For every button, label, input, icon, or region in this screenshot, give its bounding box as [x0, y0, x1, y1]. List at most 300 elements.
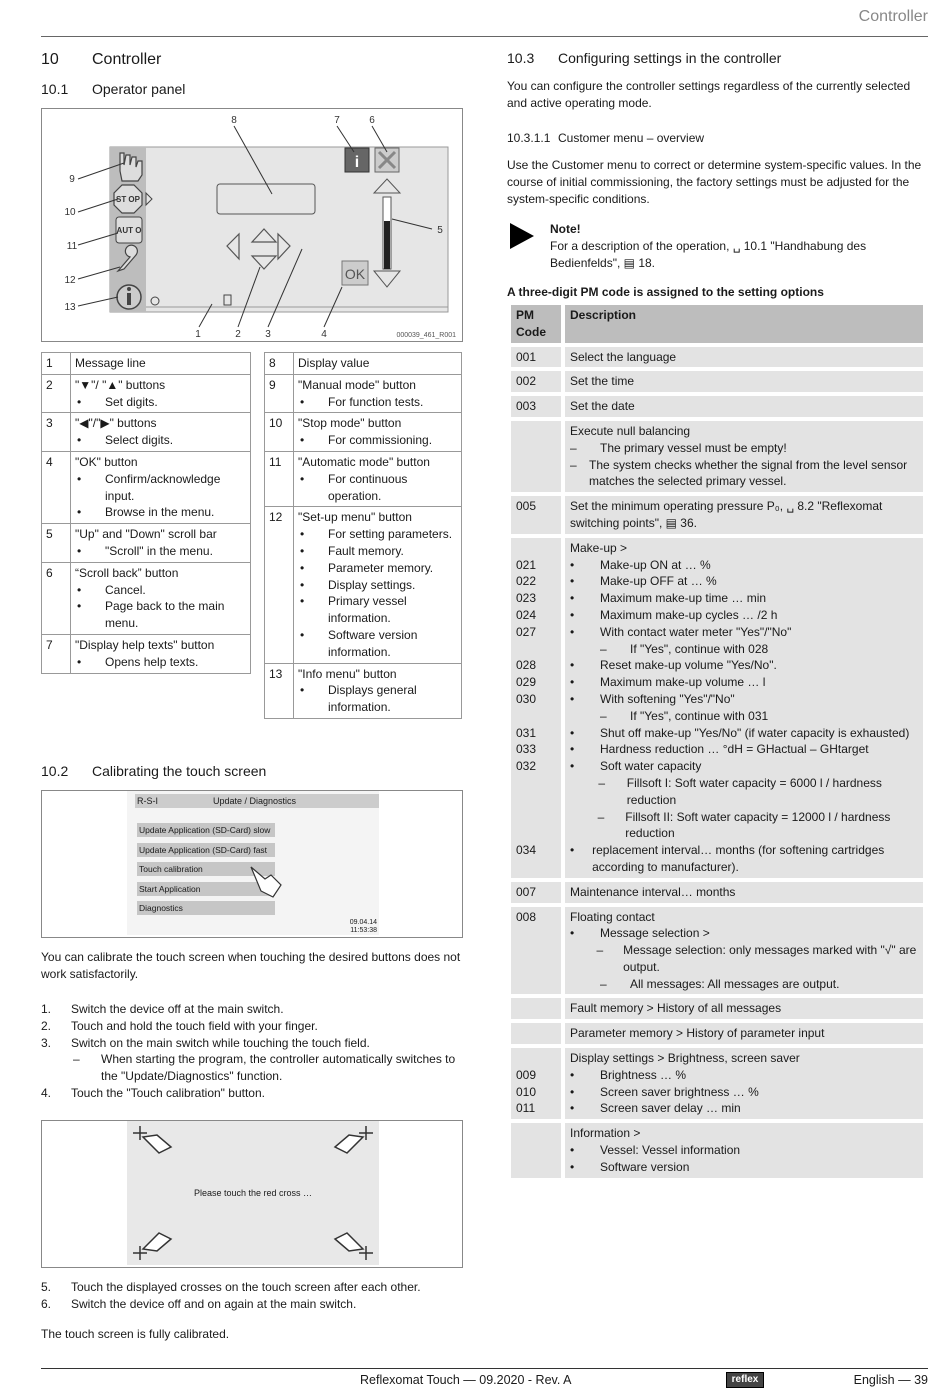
svg-text:ST OP: ST OP [115, 195, 141, 204]
pm-description-cell [565, 882, 923, 903]
screen-title-left: R-S-I [137, 796, 158, 806]
bullet: • [570, 607, 575, 622]
pm-description-cell [565, 907, 923, 995]
pm-line-text: Execute null balancing [570, 423, 691, 438]
svg-text:8: 8 [231, 115, 237, 126]
pm-line-text: If "Yes", continue with 028 [630, 641, 769, 656]
pm-line [570, 1159, 918, 1176]
indent [570, 708, 600, 725]
pm-code [516, 809, 556, 843]
pm-code: 031 [516, 725, 537, 740]
svg-text:5: 5 [437, 225, 443, 236]
running-header: Controller [858, 8, 928, 25]
legend-bullet-item: • For commissioning. [328, 432, 457, 449]
dash: – [570, 457, 577, 472]
svg-text:12: 12 [64, 275, 76, 286]
legend-description [71, 413, 251, 452]
legend-number: 13 [265, 663, 294, 718]
bullet: • [570, 557, 575, 572]
dash: – [600, 641, 607, 656]
legend-row [265, 413, 462, 452]
pm-line-text: With contact water meter "Yes"/"No" [600, 624, 792, 639]
pm-line [570, 624, 918, 641]
legend-number: 4 [42, 451, 71, 523]
pm-line [570, 440, 918, 457]
section-10-heading [41, 49, 161, 71]
update-diagnostics-figure [41, 790, 463, 938]
legend-bullet-item: • For setting parameters. [328, 526, 457, 543]
legend-title: "▼"/ "▲" buttons [75, 377, 166, 392]
pm-code-cell [511, 371, 561, 392]
legend-row [42, 451, 251, 523]
pm-row [511, 1048, 923, 1119]
pm-line-text: The primary vessel must be empty! [600, 440, 787, 455]
pm-code [516, 775, 556, 809]
pm-description-cell [565, 396, 923, 417]
pm-code-header: PM Code [511, 305, 561, 343]
header-rule [41, 36, 928, 37]
pm-line [570, 725, 918, 742]
legend-description [71, 634, 251, 673]
section-10-1-heading [41, 80, 185, 100]
pm-line [570, 691, 918, 708]
screen-timestamp [350, 919, 377, 934]
legend-title: "Display help texts" button [75, 637, 215, 652]
pm-code [516, 1159, 556, 1176]
svg-text:3: 3 [265, 329, 271, 340]
svg-text:AUT O: AUT O [116, 226, 142, 235]
legend-bullet-item: • Select digits. [105, 432, 246, 449]
legend-bullets [75, 471, 246, 521]
bullet: • [570, 1101, 575, 1116]
legend-number: 6 [42, 562, 71, 634]
pm-row [511, 347, 923, 368]
section-title: Operator panel [92, 81, 186, 97]
legend-table-right [264, 352, 462, 719]
pm-line-text: Message selection: only messages marked with "√" are output. [623, 943, 917, 974]
pm-description-cell [565, 1023, 923, 1044]
pm-row [511, 1123, 923, 1177]
legend-description [71, 562, 251, 634]
legend-bullets [75, 543, 246, 560]
pm-description-cell [565, 371, 923, 392]
legend-bullet-item: • Primary vessel information. [328, 593, 457, 627]
step-text: Touch the "Touch calibration" button. [71, 1085, 265, 1100]
legend-row [42, 634, 251, 673]
pm-line-text: Set the time [570, 374, 635, 389]
section-number: 10.1 [41, 81, 69, 97]
pm-line [570, 1050, 918, 1067]
pm-code-cell [511, 347, 561, 368]
legend-row [265, 507, 462, 663]
legend-bullets [298, 432, 457, 449]
pm-line-text: Set the minimum operating pressure P₀, ␣ 8.2 "Reflexomat switching points", ▤ 36. [570, 499, 883, 530]
dash: – [600, 976, 607, 991]
pm-code: 011 [516, 1101, 536, 1116]
legend-bullet-item: • Parameter memory. [328, 560, 457, 577]
pm-line [570, 842, 918, 876]
svg-text:10: 10 [64, 207, 76, 218]
step-number: 1. [41, 1002, 52, 1016]
legend-number: 11 [265, 451, 294, 506]
pm-row [511, 421, 923, 492]
pm-line-text: Maximum make-up volume … l [600, 675, 766, 690]
dash: – [598, 775, 606, 790]
section-number: 10 [41, 51, 59, 68]
pm-code-cell [511, 907, 561, 995]
bullet: • [570, 691, 575, 706]
pm-line-text: Select the language [570, 349, 677, 364]
legend-title: “Scroll back” button [75, 565, 179, 580]
menu-button-2[interactable]: Update Application (SD-Card) fast [137, 843, 275, 857]
legend-bullets [298, 682, 457, 716]
pm-code [516, 925, 556, 942]
legend-number: 10 [265, 413, 294, 452]
pm-row [511, 371, 923, 392]
legend-description [294, 413, 462, 452]
pm-code: 032 [516, 759, 537, 774]
pm-line [570, 674, 918, 691]
pm-line-text: Fault memory > History of all messages [570, 1001, 782, 1016]
pm-line [570, 1125, 918, 1142]
screen-date: 09.04.14 [349, 919, 377, 926]
pm-line-text: Hardness reduction … °dH = GHactual – GHtarget [600, 742, 869, 757]
pm-line [570, 590, 918, 607]
operator-panel-drawing [42, 109, 462, 341]
pm-code [516, 1050, 556, 1067]
legend-bullets [75, 654, 246, 671]
pm-line-text: Maximum make-up time … min [600, 591, 767, 606]
svg-text:6: 6 [369, 115, 375, 126]
pm-line [570, 925, 918, 942]
legend-description [294, 374, 462, 413]
svg-text:4: 4 [321, 329, 327, 340]
pm-line [570, 557, 918, 574]
step-number: 6. [41, 1296, 52, 1311]
note-box [510, 221, 920, 271]
bullet: • [570, 742, 575, 757]
legend-bullet-item: • Page back to the main menu. [105, 598, 246, 632]
menu-button-1[interactable]: Update Application (SD-Card) slow [137, 823, 275, 837]
pm-line-text: Set the date [570, 399, 635, 414]
calibration-screen [127, 1121, 379, 1265]
step-item [41, 1018, 461, 1035]
footer-doc-title: Reflexomat Touch — 09.2020 - Rev. A [360, 1373, 572, 1387]
legend-title: "◀"/"▶" buttons [75, 416, 157, 431]
section-title: Calibrating the touch screen [92, 763, 267, 779]
step-text: Switch on the main switch while touching the touch field. [71, 1035, 370, 1050]
section-number: 10.2 [41, 763, 69, 779]
legend-number: 9 [265, 374, 294, 413]
pointing-hand-icon [249, 861, 289, 901]
pm-code [516, 708, 556, 725]
pm-code [516, 1142, 556, 1159]
pm-line [570, 809, 918, 843]
pm-table-heading: A three-digit PM code is assigned to the setting options [507, 285, 824, 299]
pm-code: 022 [516, 574, 537, 589]
legend-bullet-item: • For continuous operation. [328, 471, 457, 505]
legend-row [42, 562, 251, 634]
legend-title: "OK" button [75, 454, 138, 469]
legend-bullets [298, 471, 457, 505]
pm-description-header: Description [565, 305, 923, 343]
pm-line-text: Make-up OFF at … % [600, 574, 717, 589]
display-value-box [217, 184, 315, 214]
pm-line [570, 884, 918, 901]
legend-title: Message line [75, 356, 146, 370]
pm-line-text: Maximum make-up cycles … /2 h [600, 607, 778, 622]
bullet: • [570, 591, 575, 606]
legend-title: "Up" and "Down" scroll bar [75, 527, 217, 542]
pm-line [570, 741, 918, 758]
pm-line-text: Screen saver brightness … % [600, 1084, 759, 1099]
screen-title-bar [135, 794, 379, 808]
legend-bullet-item: • Fault memory. [328, 543, 457, 560]
menu-button-3[interactable]: Touch calibration [137, 862, 275, 876]
pm-code-cell [511, 1048, 561, 1119]
step-item [41, 1296, 461, 1313]
legend-row [265, 353, 462, 375]
pm-code [516, 440, 556, 457]
pm-description-cell [565, 538, 923, 878]
legend-description [294, 353, 462, 375]
pm-line-text: Fillsoft II: Soft water capacity = 12000 l / hardness reduction [625, 809, 891, 841]
pm-line-text: Vessel: Vessel information [600, 1143, 741, 1158]
indent [570, 809, 598, 843]
pm-line [570, 398, 918, 415]
pm-line-text: Floating contact [570, 909, 655, 924]
pm-line [570, 909, 918, 926]
pm-code-cell [511, 882, 561, 903]
legend-number: 7 [42, 634, 71, 673]
bullet: • [570, 1067, 575, 1082]
pm-line [570, 1067, 918, 1084]
svg-text:7: 7 [334, 115, 340, 126]
pm-code-cell [511, 1023, 561, 1044]
step-text: Switch the device off and on again at the main switch. [71, 1296, 357, 1311]
legend-bullet-item: • "Scroll" in the menu. [105, 543, 246, 560]
pm-row [511, 907, 923, 995]
pm-code-table [507, 301, 927, 1182]
indent [570, 942, 597, 976]
pm-code: 029 [516, 675, 537, 690]
pm-line-text: Maintenance interval… months [570, 884, 736, 899]
pm-line [570, 657, 918, 674]
bullet: • [570, 1084, 575, 1099]
pm-line-text: replacement interval… months (for softening cartridges according to manufacturer). [592, 843, 885, 874]
pm-code: 021 [516, 557, 537, 572]
footer-page-number: English — 39 [853, 1373, 928, 1387]
pm-line-text: With softening "Yes"/"No" [600, 691, 735, 706]
pm-code [516, 423, 556, 440]
pm-code: 023 [516, 591, 537, 606]
pm-code: 008 [516, 909, 537, 924]
pm-code [516, 1000, 556, 1017]
legend-description [71, 451, 251, 523]
pm-line-text: If "Yes", continue with 031 [630, 708, 769, 723]
pm-code: 033 [516, 742, 537, 757]
legend-description [71, 353, 251, 375]
menu-button-4[interactable]: Start Application [137, 882, 275, 896]
step-number: 5. [41, 1280, 52, 1294]
pm-code [516, 1025, 556, 1042]
pm-line [570, 1100, 918, 1117]
pm-code: 001 [516, 349, 537, 364]
operator-panel-figure [41, 108, 463, 342]
legend-bullets [75, 582, 246, 632]
svg-text:1: 1 [195, 329, 201, 340]
pm-line [570, 1084, 918, 1101]
step-number: 3. [41, 1035, 52, 1050]
section-10-3-heading [507, 49, 781, 69]
svg-text:2: 2 [235, 329, 241, 340]
bullet: • [570, 624, 575, 639]
calibration-crosses-figure [41, 1120, 463, 1268]
svg-text:i: i [354, 154, 360, 171]
legend-bullet-item: • Confirm/acknowledge input. [105, 471, 246, 505]
legend-description [294, 507, 462, 663]
figure-code: 000039_461_R001 [396, 332, 456, 339]
pm-line-text: The system checks whether the signal from the level sensor matches the selected primary vessel. [589, 457, 908, 489]
step-item [41, 1085, 461, 1102]
legend-row [42, 413, 251, 452]
pm-description-cell [565, 347, 923, 368]
pm-header-row [511, 305, 923, 343]
pm-line [570, 373, 918, 390]
note-title: Note! [550, 222, 581, 236]
section-title: Customer menu – overview [558, 131, 705, 145]
section-title: Configuring settings in the controller [558, 50, 782, 66]
pm-line [570, 349, 918, 366]
step-number: 4. [41, 1085, 52, 1100]
pm-line [570, 1000, 918, 1017]
pm-line-text: Screen saver delay … min [600, 1101, 741, 1116]
pm-line-text: Shut off make-up "Yes/No" (if water capacity is exhausted) [600, 725, 910, 740]
pm-line-text: Display settings > Brightness, screen saver [570, 1051, 800, 1066]
pm-row [511, 1023, 923, 1044]
legend-table-left [41, 352, 251, 674]
screen-title-center: Update / Diagnostics [213, 796, 297, 806]
pm-code [516, 457, 556, 491]
pm-line-text: Fillsoft I: Soft water capacity = 6000 l / hardness reduction [626, 775, 882, 807]
pm-code: 002 [516, 374, 537, 389]
pm-line-text: All messages: All messages are output. [630, 976, 840, 991]
dash: – [597, 809, 605, 824]
pm-line [570, 498, 918, 532]
pm-code-cell [511, 998, 561, 1019]
legend-bullets [298, 526, 457, 660]
update-diagnostics-screen [127, 791, 379, 935]
legend-row [42, 524, 251, 563]
pm-code [516, 976, 556, 993]
pm-row [511, 538, 923, 878]
pm-code: 005 [516, 499, 537, 514]
section-number: 10.3.1.1 [507, 131, 551, 145]
pm-code-cell [511, 1123, 561, 1177]
dash: – [600, 708, 607, 723]
pm-line-text: Make-up ON at … % [600, 557, 711, 572]
pm-line-text: Information > [570, 1126, 641, 1141]
legend-bullet-item: • Cancel. [105, 582, 246, 599]
pm-code: 028 [516, 658, 537, 673]
section-number: 10.3 [507, 50, 535, 66]
legend-bullet-item: • For function tests. [328, 394, 457, 411]
pm-line [570, 708, 918, 725]
pm-row [511, 998, 923, 1019]
legend-bullet-item: • Display settings. [328, 577, 457, 594]
bullet: • [570, 725, 575, 740]
section-title: Controller [92, 51, 162, 68]
indent [570, 775, 598, 809]
step-text: Touch the displayed crosses on the touch screen after each other. [71, 1280, 421, 1294]
pm-code [516, 942, 556, 976]
pm-line [570, 758, 918, 775]
screen-time: 11:53:38 [350, 926, 377, 934]
legend-bullet-item: • Set digits. [105, 394, 246, 411]
pm-line [570, 1025, 918, 1042]
pm-line [570, 942, 918, 976]
pm-line [570, 540, 918, 557]
legend-bullet-item: • Displays general information. [328, 682, 457, 716]
pm-line [570, 1142, 918, 1159]
info-menu-icon [117, 285, 141, 309]
svg-text:OK: OK [344, 266, 366, 282]
legend-bullets [75, 432, 246, 449]
bullet: • [570, 926, 575, 941]
pm-code: 003 [516, 399, 537, 414]
pm-code: 024 [516, 607, 537, 622]
legend-description [294, 663, 462, 718]
step-3-sub: – When starting the program, the controller automatically switches to the "Update/Diagnostics" function. [73, 1052, 456, 1084]
legend-description [71, 374, 251, 413]
note-arrow-icon [510, 223, 534, 249]
calibration-steps-a [41, 1001, 461, 1102]
legend-number: 12 [265, 507, 294, 663]
svg-text:9: 9 [69, 174, 75, 185]
pm-code [516, 1125, 556, 1142]
pm-description-cell [565, 998, 923, 1019]
pm-line [570, 641, 918, 658]
legend-title: Display value [298, 356, 370, 370]
bullet: • [570, 1159, 575, 1174]
section-10-3-1-1-heading [507, 130, 704, 147]
legend-bullets [298, 394, 457, 411]
legend-number: 1 [42, 353, 71, 375]
menu-button-5[interactable]: Diagnostics [137, 901, 275, 915]
pm-code: 027 [516, 624, 537, 639]
pm-description-cell [565, 1048, 923, 1119]
legend-row [42, 353, 251, 375]
pm-line [570, 775, 918, 809]
pm-line-text: Soft water capacity [600, 759, 702, 774]
pm-line [570, 573, 918, 590]
section-10-2-heading [41, 762, 266, 782]
calibration-done: The touch screen is fully calibrated. [41, 1327, 230, 1341]
pm-line [570, 607, 918, 624]
pm-line [570, 423, 918, 440]
pm-code-cell [511, 496, 561, 534]
step-text: Switch the device off at the main switch. [71, 1002, 284, 1016]
bullet: • [570, 675, 575, 690]
svg-text:13: 13 [64, 302, 76, 313]
pm-code [516, 540, 556, 557]
pm-code: 030 [516, 691, 537, 706]
legend-number: 3 [42, 413, 71, 452]
bullet: • [570, 759, 575, 774]
legend-bullet-item: • Opens help texts. [105, 654, 246, 671]
legend-row [265, 374, 462, 413]
legend-number: 2 [42, 374, 71, 413]
